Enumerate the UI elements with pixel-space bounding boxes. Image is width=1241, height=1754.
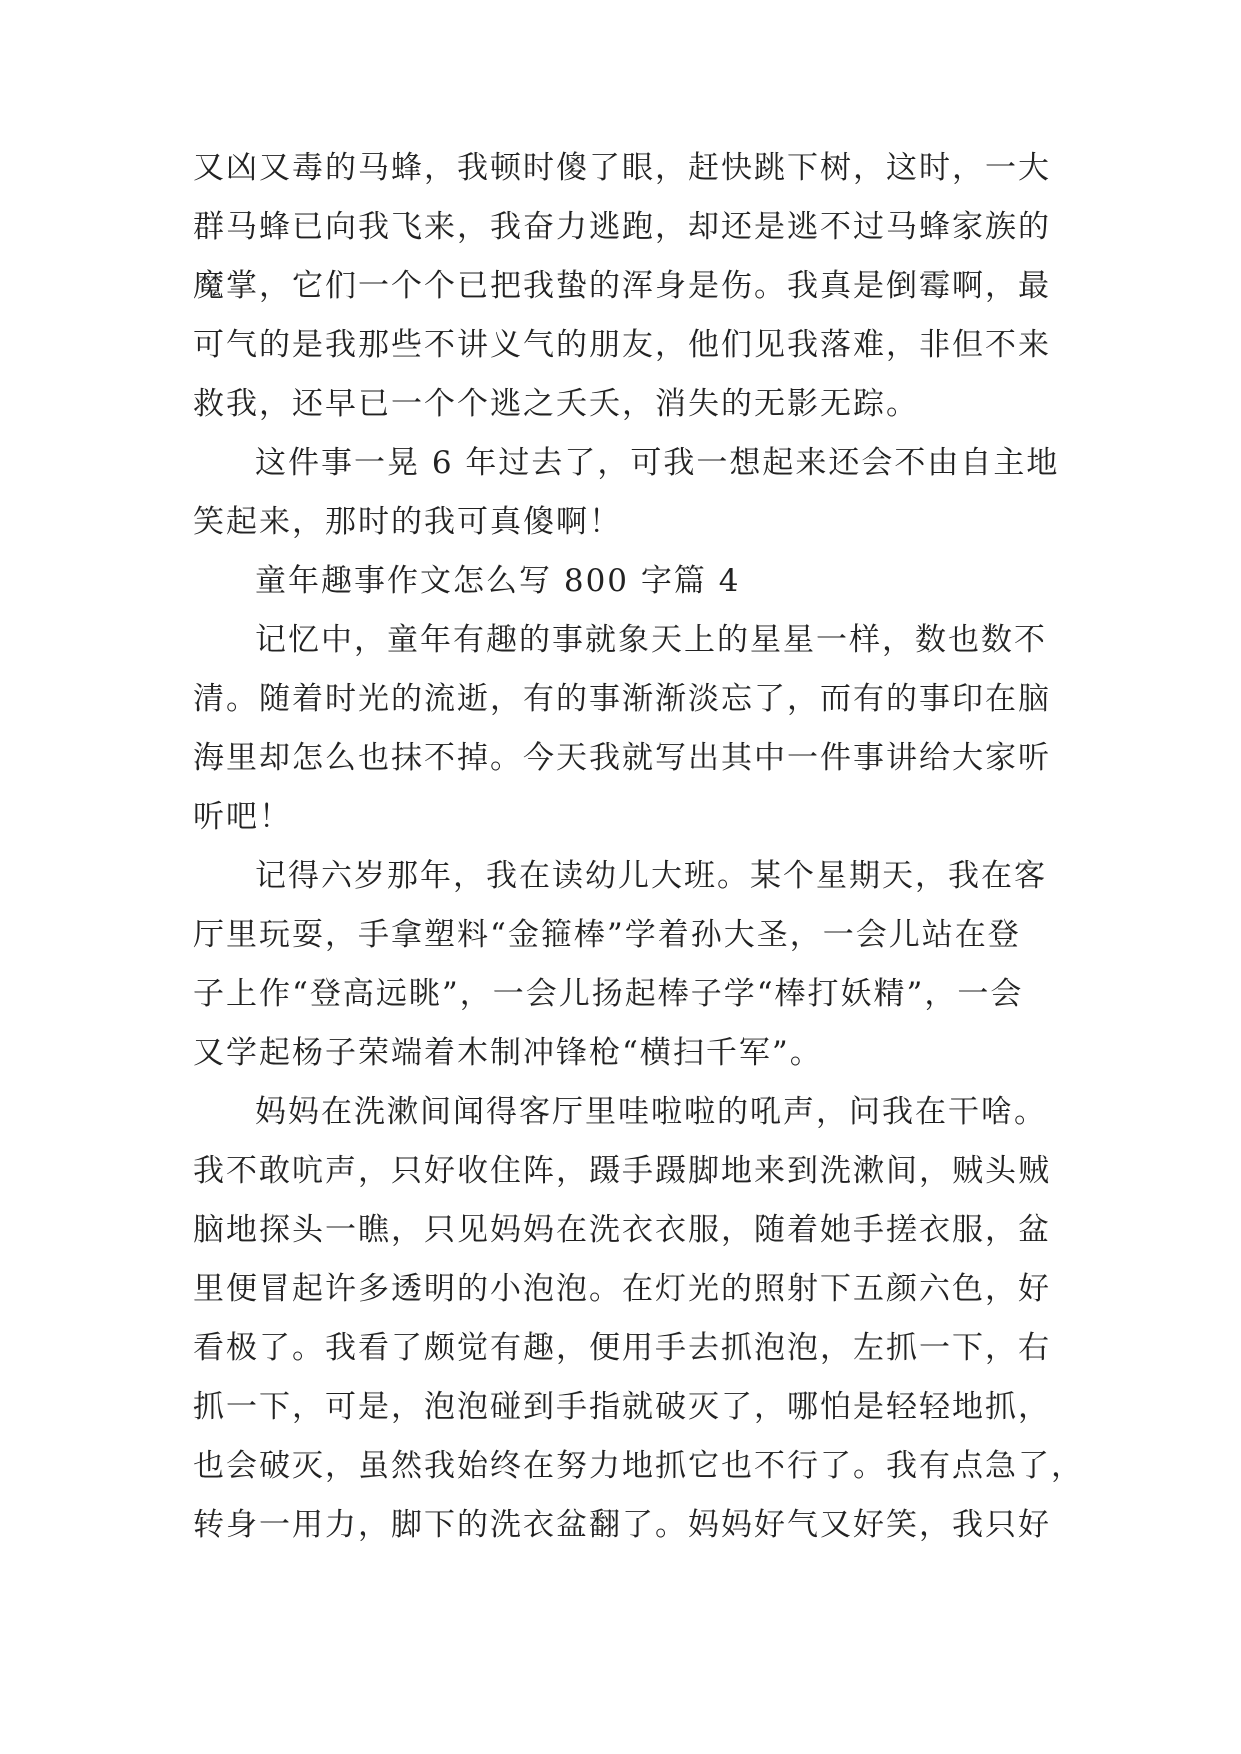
- text-line: 群马蜂已向我飞来，我奋力逃跑，却还是逃不过马蜂家族的: [193, 209, 1051, 245]
- text-line: 可气的是我那些不讲义气的朋友，他们见我落难，非但不来: [193, 327, 1051, 363]
- text-line: 魔掌，它们一个个已把我蛰的浑身是伤。我真是倒霉啊，最: [193, 268, 1051, 304]
- text-line: 也会破灭，虽然我始终在努力地抓它也不行了。我有点急了，: [193, 1448, 1084, 1484]
- text-line: 抓一下，可是，泡泡碰到手指就破灭了，哪怕是轻轻地抓，: [193, 1389, 1051, 1425]
- text-line: 里便冒起许多透明的小泡泡。在灯光的照射下五颜六色，好: [193, 1271, 1051, 1307]
- text-line: 脑地探头一瞧，只见妈妈在洗衣衣服，随着她手搓衣服，盆: [193, 1212, 1051, 1248]
- text-line: 看极了。我看了颇觉有趣，便用手去抓泡泡，左抓一下，右: [193, 1330, 1051, 1366]
- paragraph-first-line: 记忆中，童年有趣的事就象天上的星星一样，数也数不: [255, 622, 1047, 658]
- text-line: 又学起杨子荣端着木制冲锋枪“横扫千军”。: [193, 1035, 823, 1071]
- paragraph-first-line: 这件事一晃 6 年过去了，可我一想起来还会不由自主地: [255, 445, 1060, 481]
- paragraph-first-line: 妈妈在洗漱间闻得客厅里哇啦啦的吼声，问我在干啥。: [255, 1094, 1047, 1130]
- text-line: 厅里玩耍，手拿塑料“金箍棒”学着孙大圣，一会儿站在登: [193, 917, 1021, 953]
- text-line: 我不敢吭声，只好收住阵，蹑手蹑脚地来到洗漱间，贼头贼: [193, 1153, 1051, 1189]
- text-line: 又凶又毒的马蜂，我顿时傻了眼，赶快跳下树，这时，一大: [193, 150, 1051, 186]
- text-line: 听吧！: [193, 799, 292, 835]
- text-line: 救我，还早已一个个逃之夭夭，消失的无影无踪。: [193, 386, 919, 422]
- text-line: 子上作“登高远眺”，一会儿扬起棒子学“棒打妖精”，一会: [193, 976, 1024, 1012]
- text-line: 笑起来，那时的我可真傻啊！: [193, 504, 622, 540]
- text-line: 海里却怎么也抹不掉。今天我就写出其中一件事讲给大家听: [193, 740, 1051, 776]
- paragraph-first-line: 记得六岁那年，我在读幼儿大班。某个星期天，我在客: [255, 858, 1047, 894]
- text-line: 转身一用力，脚下的洗衣盆翻了。妈妈好气又好笑，我只好: [193, 1507, 1051, 1543]
- section-heading: 童年趣事作文怎么写 800 字篇 4: [255, 563, 741, 599]
- text-line: 清。随着时光的流逝，有的事渐渐淡忘了，而有的事印在脑: [193, 681, 1051, 717]
